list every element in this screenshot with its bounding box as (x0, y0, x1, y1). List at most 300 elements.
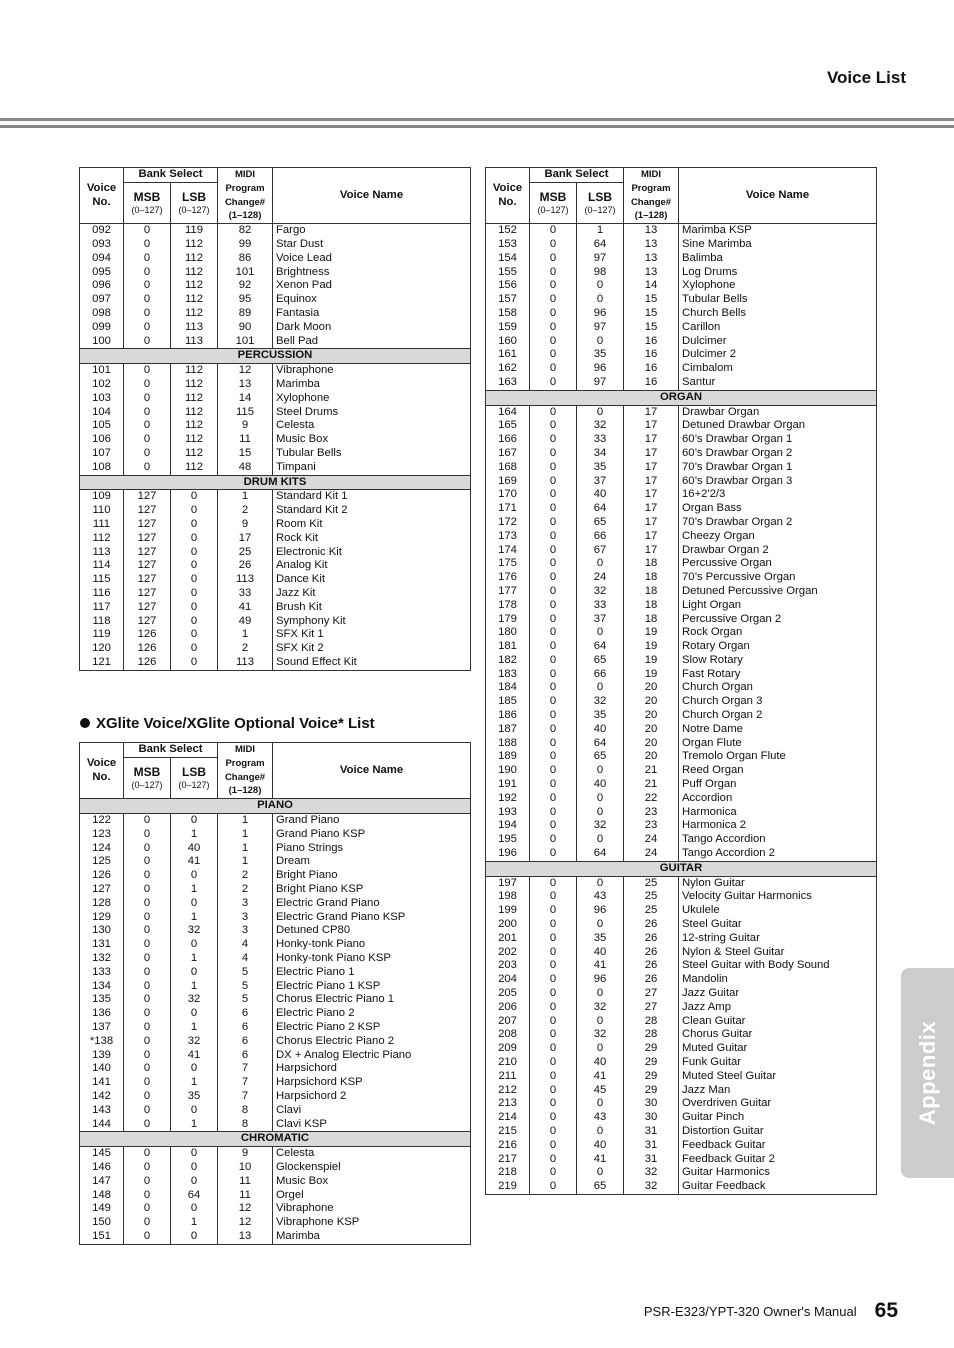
table-row (80, 952, 471, 966)
voice-name: Steel Guitar (679, 918, 877, 932)
msb-value: 0 (530, 932, 577, 946)
voice-name: 70’s Percussive Organ (679, 571, 877, 585)
voice-number: 121 (80, 656, 124, 670)
msb-value: 0 (530, 599, 577, 613)
table-row (80, 266, 471, 280)
table-row (80, 1021, 471, 1035)
program-change: 5 (218, 993, 273, 1007)
table-row (486, 918, 877, 932)
program-change: 49 (218, 615, 273, 629)
program-change: 92 (218, 279, 273, 293)
table-row (80, 293, 471, 307)
table-row (486, 876, 877, 890)
category-row (486, 390, 877, 405)
voice-number: 130 (80, 924, 124, 938)
voice-number: 150 (80, 1216, 124, 1230)
msb-value: 0 (530, 764, 577, 778)
column-header-voice-name: Voice Name (273, 168, 471, 224)
voice-number: 192 (486, 792, 530, 806)
lsb-value: 97 (577, 321, 624, 335)
table-row (80, 1230, 471, 1244)
table-row (486, 1001, 877, 1015)
midi-header-line: Change# (224, 196, 266, 208)
msb-value: 127 (124, 504, 171, 518)
lsb-value: 0 (171, 532, 218, 546)
voice-number: 202 (486, 946, 530, 960)
lsb-value: 1 (171, 883, 218, 897)
lsb-value: 0 (577, 1015, 624, 1029)
table-row (486, 1125, 877, 1139)
voice-number: 174 (486, 544, 530, 558)
voice-name: Church Bells (679, 307, 877, 321)
voice-number: 151 (80, 1230, 124, 1244)
voice-name: 70’s Drawbar Organ 2 (679, 516, 877, 530)
lsb-value: 0 (171, 813, 218, 827)
midi-header-line: Change# (630, 196, 672, 208)
voice-name: Symphony Kit (273, 615, 471, 629)
msb-value: 127 (124, 601, 171, 615)
program-change: 99 (218, 238, 273, 252)
lsb-value: 112 (171, 364, 218, 378)
msb-value: 0 (124, 279, 171, 293)
program-change: 101 (218, 335, 273, 349)
voice-name: Organ Flute (679, 737, 877, 751)
voice-number: 195 (486, 833, 530, 847)
program-change: 18 (624, 585, 679, 599)
voice-number: 200 (486, 918, 530, 932)
msb-value: 0 (124, 252, 171, 266)
column-header-bank-select: Bank Select (530, 168, 624, 183)
voice-name: Overdriven Guitar (679, 1097, 877, 1111)
voice-name: Vibraphone KSP (273, 1216, 471, 1230)
lsb-value: 41 (577, 1153, 624, 1167)
voice-name: Brush Kit (273, 601, 471, 615)
program-change: 32 (624, 1166, 679, 1180)
section-title (80, 715, 375, 732)
table-row (80, 924, 471, 938)
program-change: 17 (624, 461, 679, 475)
table-row (80, 224, 471, 238)
program-change: 9 (218, 518, 273, 532)
voice-name: Room Kit (273, 518, 471, 532)
voice-number: 213 (486, 1097, 530, 1111)
program-change: 18 (624, 571, 679, 585)
program-change: 26 (624, 918, 679, 932)
table-row (80, 966, 471, 980)
voice-number: 159 (486, 321, 530, 335)
voice-name: 60’s Drawbar Organ 3 (679, 475, 877, 489)
table-row (486, 737, 877, 751)
voice-name: 70’s Drawbar Organ 1 (679, 461, 877, 475)
voice-name: Celesta (273, 419, 471, 433)
msb-value: 0 (530, 640, 577, 654)
program-change: 18 (624, 599, 679, 613)
voice-number: 092 (80, 224, 124, 238)
program-change: 1 (218, 855, 273, 869)
voice-name: Bright Piano (273, 869, 471, 883)
voice-name: Electric Piano 1 KSP (273, 980, 471, 994)
voice-number: 149 (80, 1202, 124, 1216)
lsb-label: LSB (588, 189, 612, 204)
voice-name: Tubular Bells (273, 447, 471, 461)
msb-value: 0 (124, 378, 171, 392)
msb-value: 0 (124, 813, 171, 827)
voice-number: 103 (80, 392, 124, 406)
lsb-value: 24 (577, 571, 624, 585)
page-header-title: Voice List (826, 68, 906, 87)
msb-value: 0 (530, 737, 577, 751)
lsb-value: 1 (171, 1076, 218, 1090)
program-change: 9 (218, 1147, 273, 1161)
msb-range: (0–127) (537, 204, 569, 215)
program-change: 17 (624, 447, 679, 461)
msb-value: 0 (530, 668, 577, 682)
program-change: 5 (218, 966, 273, 980)
voice-name: Muted Guitar (679, 1042, 877, 1056)
voice-name: Church Organ (679, 681, 877, 695)
voice-number: 154 (486, 252, 530, 266)
table-row (486, 266, 877, 280)
table-row (486, 1028, 877, 1042)
voice-number: 128 (80, 897, 124, 911)
table-row (486, 778, 877, 792)
program-change: 29 (624, 1042, 679, 1056)
voice-name: Celesta (273, 1147, 471, 1161)
voice-number: 095 (80, 266, 124, 280)
program-change: 11 (218, 433, 273, 447)
table-row (80, 883, 471, 897)
program-change: 2 (218, 883, 273, 897)
lsb-value: 0 (577, 792, 624, 806)
table-row (80, 546, 471, 560)
voice-name: Cimbalom (679, 362, 877, 376)
msb-value: 0 (124, 855, 171, 869)
table-row (80, 587, 471, 601)
voice-number: 204 (486, 973, 530, 987)
voice-name: Tango Accordion (679, 833, 877, 847)
lsb-value: 0 (171, 1175, 218, 1189)
voice-number: 194 (486, 819, 530, 833)
program-change: 13 (624, 252, 679, 266)
table-row (486, 475, 877, 489)
table-row (80, 869, 471, 883)
program-change: 26 (624, 959, 679, 973)
msb-value: 0 (124, 266, 171, 280)
lsb-value: 0 (577, 405, 624, 419)
msb-value: 127 (124, 615, 171, 629)
table-row (80, 615, 471, 629)
voice-number: 173 (486, 530, 530, 544)
table-row (486, 695, 877, 709)
msb-value: 0 (124, 224, 171, 238)
voice-name: Guitar Feedback (679, 1180, 877, 1194)
voice-name: Brightness (273, 266, 471, 280)
voice-number: 123 (80, 828, 124, 842)
voice-number: 113 (80, 546, 124, 560)
table-row (486, 1097, 877, 1111)
voice-number: 153 (486, 238, 530, 252)
voice-number: 181 (486, 640, 530, 654)
lsb-value: 35 (577, 461, 624, 475)
msb-value: 0 (124, 419, 171, 433)
program-change: 26 (624, 946, 679, 960)
lsb-range: (0–127) (584, 204, 616, 215)
lsb-value: 96 (577, 904, 624, 918)
msb-value: 0 (124, 406, 171, 420)
msb-value: 0 (530, 571, 577, 585)
table-row (80, 897, 471, 911)
msb-value: 0 (530, 348, 577, 362)
voice-number: 125 (80, 855, 124, 869)
lsb-value: 45 (577, 1084, 624, 1098)
voice-name: Jazz Amp (679, 1001, 877, 1015)
voice-name: Standard Kit 2 (273, 504, 471, 518)
header-rule (0, 118, 954, 121)
lsb-value: 32 (577, 419, 624, 433)
msb-value: 0 (124, 924, 171, 938)
program-change: 113 (218, 573, 273, 587)
msb-value: 0 (530, 778, 577, 792)
msb-value: 0 (124, 447, 171, 461)
lsb-value: 0 (577, 833, 624, 847)
table-row (80, 1202, 471, 1216)
program-change: 12 (218, 1216, 273, 1230)
lsb-value: 98 (577, 266, 624, 280)
column-header-midi-program-change (218, 168, 273, 224)
table-row (486, 419, 877, 433)
voice-number: 196 (486, 847, 530, 861)
voice-name: Tremolo Organ Flute (679, 750, 877, 764)
voice-name: Harpsichord (273, 1062, 471, 1076)
program-change: 6 (218, 1049, 273, 1063)
table-row (80, 656, 471, 670)
msb-value: 0 (530, 987, 577, 1001)
lsb-value: 0 (577, 918, 624, 932)
voice-name: Fargo (273, 224, 471, 238)
msb-value: 127 (124, 490, 171, 504)
voice-name: Grand Piano KSP (273, 828, 471, 842)
voice-number: 122 (80, 813, 124, 827)
table-row (486, 1042, 877, 1056)
lsb-value: 65 (577, 516, 624, 530)
lsb-value: 1 (171, 1216, 218, 1230)
msb-value: 0 (530, 613, 577, 627)
lsb-value: 112 (171, 433, 218, 447)
msb-value: 0 (530, 447, 577, 461)
voice-number: 217 (486, 1153, 530, 1167)
lsb-value: 112 (171, 447, 218, 461)
column-header-lsb (171, 758, 218, 799)
msb-value: 0 (530, 530, 577, 544)
msb-value: 127 (124, 518, 171, 532)
table-row (80, 559, 471, 573)
side-tab-label: Appendix (914, 1020, 940, 1126)
voice-number: 101 (80, 364, 124, 378)
voice-number: 145 (80, 1147, 124, 1161)
msb-value: 0 (530, 695, 577, 709)
table-row (486, 1084, 877, 1098)
lsb-value: 112 (171, 307, 218, 321)
program-change: 8 (218, 1118, 273, 1132)
page-number: 65 (874, 1299, 898, 1322)
program-change: 5 (218, 980, 273, 994)
msb-value: 126 (124, 642, 171, 656)
voice-number: 199 (486, 904, 530, 918)
lsb-value: 0 (171, 1161, 218, 1175)
voice-number: 133 (80, 966, 124, 980)
lsb-value: 0 (171, 656, 218, 670)
table-row (486, 502, 877, 516)
voice-table (79, 742, 471, 1245)
voice-name: Dark Moon (273, 321, 471, 335)
voice-number: 219 (486, 1180, 530, 1194)
voice-number: 193 (486, 806, 530, 820)
table-row (80, 419, 471, 433)
table-row (80, 1076, 471, 1090)
table-row (80, 307, 471, 321)
table-row (486, 224, 877, 238)
voice-name: Accordion (679, 792, 877, 806)
lsb-value: 112 (171, 461, 218, 475)
voice-number: 102 (80, 378, 124, 392)
lsb-value: 119 (171, 224, 218, 238)
program-change: 2 (218, 642, 273, 656)
lsb-value: 43 (577, 1111, 624, 1125)
program-change: 26 (624, 932, 679, 946)
msb-value: 0 (530, 723, 577, 737)
program-change: 24 (624, 833, 679, 847)
program-change: 31 (624, 1153, 679, 1167)
voice-name: Carillon (679, 321, 877, 335)
table-row (80, 855, 471, 869)
voice-number: 218 (486, 1166, 530, 1180)
lsb-value: 34 (577, 447, 624, 461)
table-row (80, 447, 471, 461)
msb-value: 0 (124, 1076, 171, 1090)
table-row (80, 842, 471, 856)
voice-name: Dance Kit (273, 573, 471, 587)
msb-value: 0 (530, 293, 577, 307)
program-change: 3 (218, 911, 273, 925)
lsb-value: 40 (577, 1139, 624, 1153)
voice-name: Santur (679, 376, 877, 390)
voice-number: 100 (80, 335, 124, 349)
lsb-value: 65 (577, 1180, 624, 1194)
voice-number: 116 (80, 587, 124, 601)
lsb-value: 64 (577, 238, 624, 252)
lsb-value: 1 (171, 1118, 218, 1132)
msb-value: 0 (530, 1125, 577, 1139)
msb-value: 0 (124, 364, 171, 378)
program-change: 12 (218, 1202, 273, 1216)
program-change: 21 (624, 778, 679, 792)
voice-name: SFX Kit 2 (273, 642, 471, 656)
voice-number: 094 (80, 252, 124, 266)
lsb-value: 0 (171, 1007, 218, 1021)
lsb-value: 0 (577, 1166, 624, 1180)
category-row (80, 1132, 471, 1147)
lsb-value: 0 (171, 1062, 218, 1076)
msb-value: 0 (530, 1180, 577, 1194)
msb-value: 127 (124, 587, 171, 601)
msb-value: 0 (530, 405, 577, 419)
table-row (486, 764, 877, 778)
msb-value: 0 (124, 952, 171, 966)
voice-number: 115 (80, 573, 124, 587)
voice-number: 170 (486, 488, 530, 502)
program-change: 115 (218, 406, 273, 420)
table-row (80, 642, 471, 656)
column-header-voice-name: Voice Name (679, 168, 877, 224)
voice-number: 109 (80, 490, 124, 504)
voice-number: 162 (486, 362, 530, 376)
voice-number: 147 (80, 1175, 124, 1189)
lsb-value: 1 (577, 224, 624, 238)
voice-number: 208 (486, 1028, 530, 1042)
lsb-value: 0 (577, 279, 624, 293)
lsb-value: 0 (171, 587, 218, 601)
voice-number: 152 (486, 224, 530, 238)
msb-value: 0 (124, 980, 171, 994)
lsb-value: 1 (171, 828, 218, 842)
table-row (486, 987, 877, 1001)
voice-name: Electric Piano 2 (273, 1007, 471, 1021)
program-change: 26 (218, 559, 273, 573)
category-label: CHROMATIC (80, 1132, 471, 1147)
table-row (486, 335, 877, 349)
msb-value: 0 (530, 890, 577, 904)
lsb-value: 41 (171, 1049, 218, 1063)
msb-value: 0 (530, 918, 577, 932)
lsb-value: 0 (171, 897, 218, 911)
voice-number: 107 (80, 447, 124, 461)
program-change: 28 (624, 1028, 679, 1042)
voice-name: SFX Kit 1 (273, 628, 471, 642)
voice-name: Feedback Guitar (679, 1139, 877, 1153)
voice-name: Harmonica (679, 806, 877, 820)
msb-value: 0 (530, 904, 577, 918)
program-change: 10 (218, 1161, 273, 1175)
lsb-value: 32 (577, 819, 624, 833)
voice-number: 163 (486, 376, 530, 390)
lsb-value: 0 (577, 764, 624, 778)
table-row (486, 750, 877, 764)
voice-name: Chorus Electric Piano 2 (273, 1035, 471, 1049)
lsb-value: 0 (577, 806, 624, 820)
voice-name: Piano Strings (273, 842, 471, 856)
column-header-voice-no: Voice No. (80, 743, 124, 799)
voice-name: Feedback Guitar 2 (679, 1153, 877, 1167)
msb-value: 0 (530, 224, 577, 238)
voice-name: Sound Effect Kit (273, 656, 471, 670)
msb-value: 0 (124, 842, 171, 856)
lsb-value: 0 (171, 504, 218, 518)
program-change: 22 (624, 792, 679, 806)
table-row (80, 518, 471, 532)
voice-number: 166 (486, 433, 530, 447)
category-row (80, 349, 471, 364)
program-change: 30 (624, 1097, 679, 1111)
table-row (80, 1118, 471, 1132)
column-header-voice-no: Voice No. (80, 168, 124, 224)
voice-name: Muted Steel Guitar (679, 1070, 877, 1084)
table-row (486, 709, 877, 723)
msb-value: 0 (530, 266, 577, 280)
program-change: 7 (218, 1090, 273, 1104)
table-row (80, 335, 471, 349)
msb-value: 0 (530, 973, 577, 987)
table-row (486, 321, 877, 335)
